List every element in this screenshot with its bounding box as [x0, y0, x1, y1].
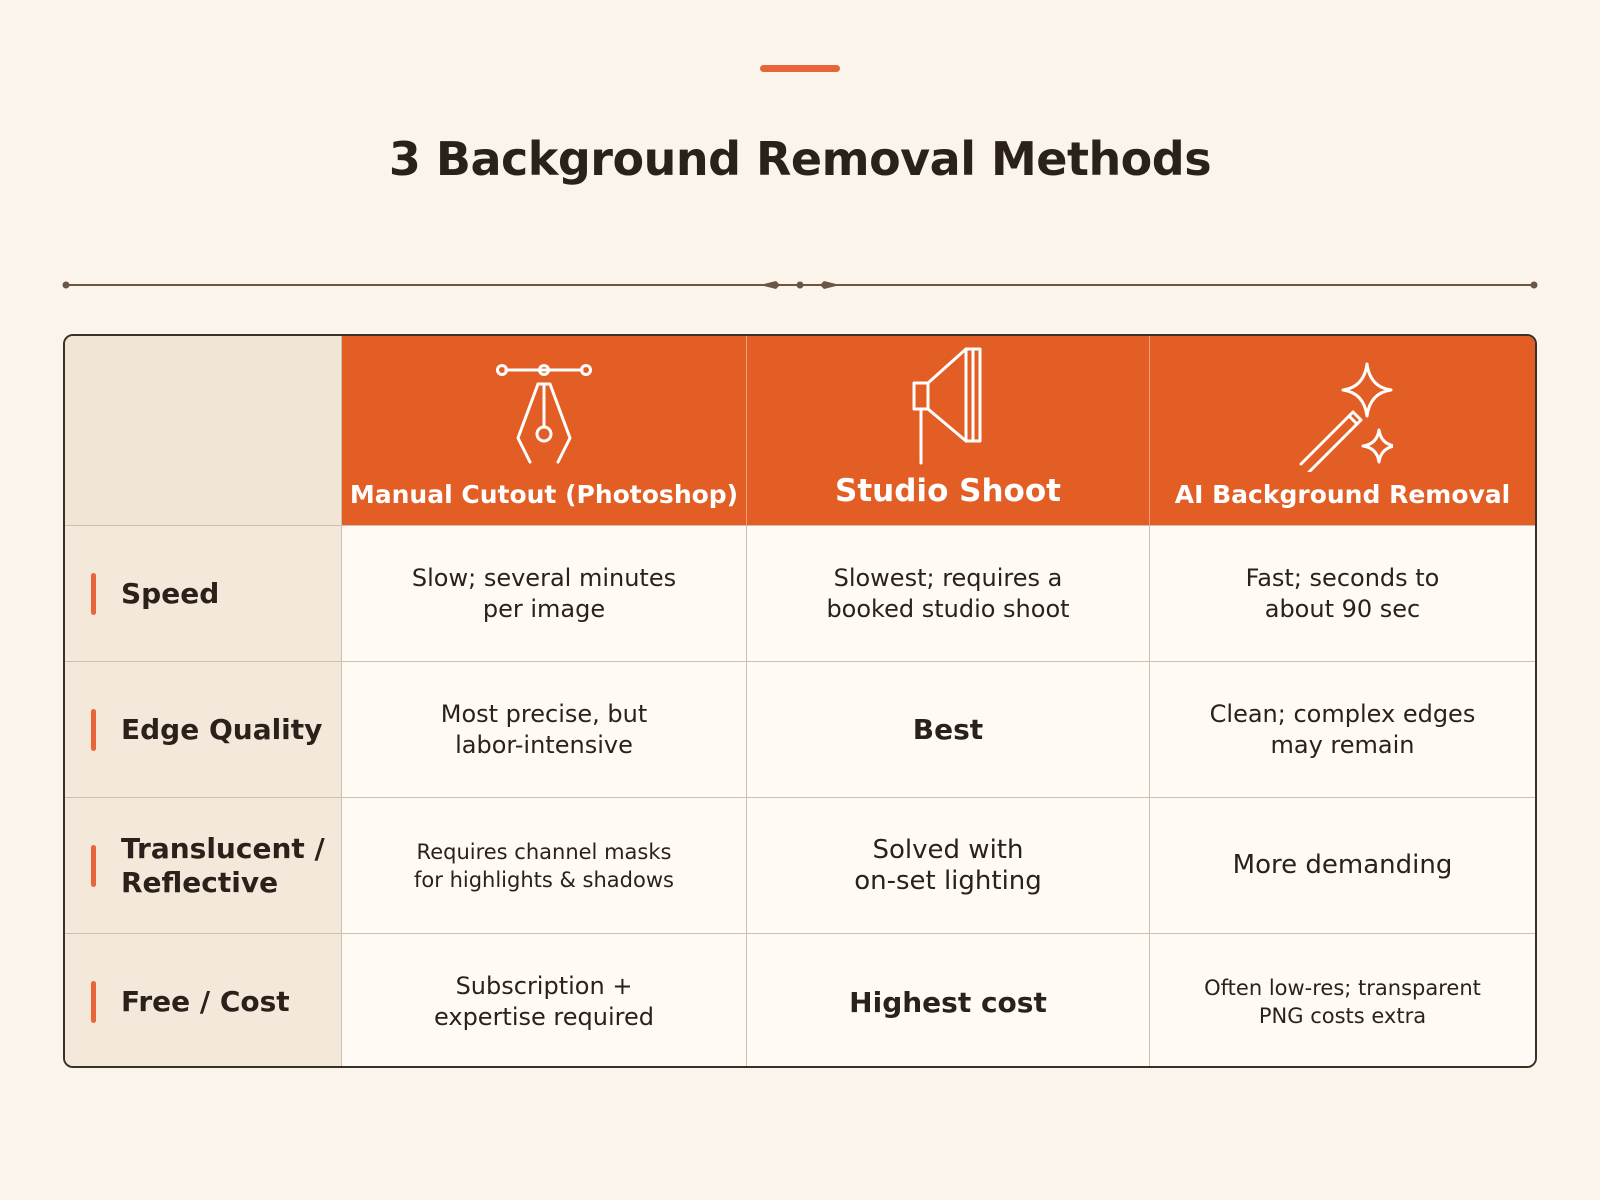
criterion-marker — [91, 845, 96, 887]
method-header-studio-shoot — [747, 336, 1150, 526]
value-text: Clean; complex edges may remain — [1209, 699, 1476, 759]
value-text: More demanding — [1232, 850, 1453, 880]
method-label: AI Background Removal — [1174, 480, 1511, 509]
value-text: Highest cost — [849, 985, 1047, 1019]
pen-tool-icon — [494, 352, 594, 472]
value-cell — [747, 934, 1150, 1068]
criterion-label: Free / Cost — [121, 985, 290, 1018]
page-title: 3 Background Removal Methods — [388, 132, 1212, 186]
value-cell — [1150, 662, 1535, 798]
value-cell — [342, 526, 747, 662]
value-text: Solved with on-set lighting — [854, 834, 1042, 896]
value-text: Most precise, but labor-intensive — [440, 699, 648, 759]
criterion-label: Translucent / Reflective — [121, 831, 325, 899]
value-text: Subscription + expertise required — [434, 972, 654, 1031]
criterion-cell — [65, 798, 342, 934]
value-text: Requires channel masks for highlights & shadows — [414, 839, 674, 892]
value-cell — [747, 526, 1150, 662]
value-text: Often low-res; transparent PNG costs extra — [1204, 976, 1481, 1028]
criterion-marker — [91, 709, 96, 751]
table-row-edge-quality — [65, 662, 1535, 798]
corner-cell — [65, 336, 342, 526]
criterion-label: Edge Quality — [121, 712, 323, 746]
method-header-manual-cutout — [342, 336, 747, 526]
magic-wand-icon — [1293, 352, 1393, 472]
table-row-translucent-reflective — [65, 798, 1535, 934]
value-cell — [342, 934, 747, 1068]
value-cell — [1150, 798, 1535, 934]
criterion-cell — [65, 526, 342, 662]
value-text: Fast; seconds to about 90 sec — [1245, 563, 1440, 623]
criterion-label: Speed — [121, 576, 220, 610]
value-text: Slow; several minutes per image — [411, 563, 677, 623]
value-cell — [747, 798, 1150, 934]
table-row-free-cost — [65, 934, 1535, 1068]
value-text: Slowest; requires a booked studio shoot — [826, 563, 1070, 623]
method-label: Manual Cutout (Photoshop) — [349, 480, 739, 509]
comparison-table — [63, 334, 1537, 1068]
criterion-cell — [65, 662, 342, 798]
value-cell — [1150, 526, 1535, 662]
criterion-marker — [91, 981, 96, 1023]
method-label: Studio Shoot — [835, 473, 1061, 509]
value-cell — [1150, 934, 1535, 1068]
value-text: Best — [912, 713, 984, 746]
ornamental-divider — [60, 270, 1540, 300]
title-accent-bar — [760, 65, 840, 72]
value-cell — [342, 662, 747, 798]
value-cell — [342, 798, 747, 934]
criterion-cell — [65, 934, 342, 1068]
criterion-marker — [91, 573, 96, 615]
header-row — [65, 336, 1535, 526]
value-cell — [747, 662, 1150, 798]
table-row-speed — [65, 526, 1535, 662]
method-header-ai-removal — [1150, 336, 1535, 526]
studio-light-icon — [898, 345, 998, 465]
